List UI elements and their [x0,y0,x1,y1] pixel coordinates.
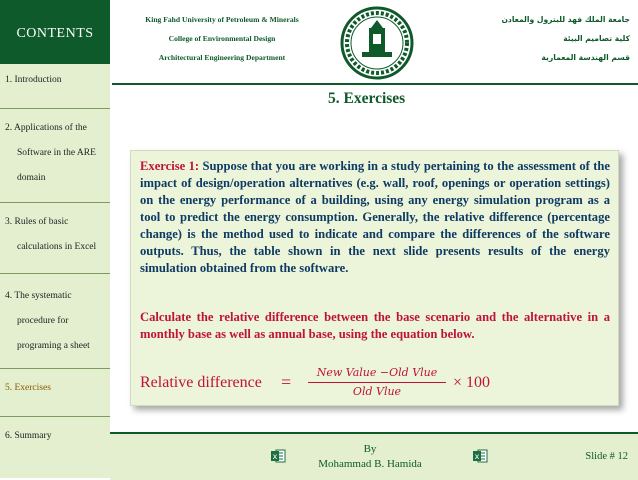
toc-item-label: programing a sheet [17,341,90,351]
page-title: 5. Exercises [328,90,406,107]
contents-header [0,0,110,64]
college-line: College of Environmental Design [168,34,276,43]
equation [140,366,610,402]
toc-item-label: calculations in Excel [17,242,97,252]
college-line-ar: كلية تصاميم البيئة [563,34,630,43]
exercise-box [130,150,619,406]
toc-item-label: procedure for [17,316,69,326]
toc-item-label: 6. Summary [5,431,52,441]
author-name: Mohammad B. Hamida [318,458,422,470]
sidebar [0,0,110,478]
divider [0,273,110,274]
equation-lhs: Relative difference [140,374,262,391]
exercise-text: Suppose that you are working in a study pertaining to the assessment of the impact of design/operation alternatives (e.g. wall, roof, openings or operation settings) on the energy performance of a building, using any energy simulation program as a tool to predict the energy consumption. Generally, the relative difference (percentage change) is the method used to indicate and compare the differences of the software outputs. Thus, the table shown in the next slide presents results of the energy simulation obtained from the software. [140,159,611,275]
svg-text:x: x [272,452,278,461]
author-credit [290,442,450,472]
excel-icon [472,448,488,464]
university-seal-icon [340,6,414,80]
toc-item-label: domain [17,173,46,183]
divider [0,202,110,203]
equation-denominator: Old Vlue [352,385,402,398]
excel-icon [270,448,286,464]
fraction-bar [308,382,446,383]
university-name-arabic [440,10,630,67]
toc-item-label: 3. Rules of basic [5,217,69,227]
university-name-english [112,10,332,67]
toc-item-label: 4. The systematic [5,291,72,301]
university-line-ar: جامعة الملك فهد للبترول والمعادن [501,15,630,24]
divider [0,416,110,417]
toc-item-label: Software in the ARE [17,148,96,158]
department-line-ar: قسم الهندسة المعمارية [541,53,630,62]
exercise-instruction: Calculate the relative difference between the base scenario and the alternative in a monthly base as well as annual base, using the equation below. [140,310,610,341]
exercise-label: Exercise 1: [140,159,200,173]
contents-title: CONTENTS [16,26,94,41]
slide-number: Slide # 12 [585,451,628,462]
header-rule [112,83,638,85]
toc-item-label: 1. Introduction [5,75,62,85]
exercise-description [140,158,610,277]
university-line: King Fahd University of Petroleum & Minerals [145,15,299,24]
divider [0,108,110,109]
toc-item-label: 5. Exercises [5,383,51,393]
equation-numerator: New Value −Old Vlue [316,366,438,379]
by-label: By [363,443,377,455]
divider [0,368,110,369]
equation-equals: = [281,372,292,392]
department-line: Architectural Engineering Department [158,53,286,62]
footer [110,432,638,480]
svg-text:x: x [474,452,480,461]
equation-rhs: × 100 [453,374,491,391]
toc-item-label: 2. Applications of the [5,123,87,133]
